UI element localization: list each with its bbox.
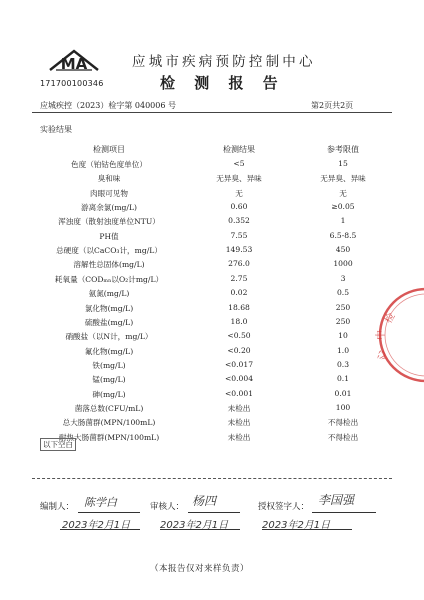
document-title: 检 测 报 告	[160, 74, 285, 92]
limit-cell: 0.1	[336, 374, 350, 384]
result-cell: 7.55	[230, 230, 248, 240]
result-cell: 未检出	[227, 418, 251, 428]
limit-cell: 无异臭、异味	[320, 174, 366, 184]
item-name-cell: 总大肠菌群(MPN/100mL)	[62, 418, 156, 428]
item-name-cell: 硫酸盐(mg/L)	[84, 317, 134, 327]
item-name-cell: 菌落总数(CFU/mL)	[74, 403, 144, 413]
table-row	[34, 346, 390, 360]
limit-cell: 0.01	[334, 388, 352, 398]
table-row	[34, 288, 390, 302]
limit-cell: 3	[340, 273, 346, 283]
page-info: 第2页共2页	[311, 101, 354, 110]
result-cell: 149.53	[225, 245, 253, 255]
limit-cell: 100	[335, 402, 351, 412]
result-cell: 0.02	[230, 288, 248, 298]
limit-cell: 不得检出	[327, 432, 359, 442]
limit-cell: 450	[335, 245, 351, 255]
result-cell: 18.68	[228, 302, 250, 312]
approver-signature-line	[312, 512, 376, 513]
result-cell: 276.0	[228, 259, 250, 269]
table-row	[34, 331, 390, 345]
limit-cell: ≥0.05	[331, 202, 355, 212]
result-cell: <0.20	[227, 345, 251, 355]
table-row	[34, 389, 390, 403]
item-name-cell: 氨氮(mg/L)	[88, 289, 130, 299]
table-row	[34, 173, 390, 187]
result-cell: 0.352	[228, 216, 250, 226]
item-name-cell: 耐热大肠菌群(MPN/100mL)	[58, 432, 160, 442]
table-row	[34, 360, 390, 374]
table-row	[34, 216, 390, 230]
table-row	[34, 231, 390, 245]
compiler-date-line	[60, 529, 140, 530]
item-name-cell: 臭和味	[97, 174, 121, 184]
compiler-signature-line	[78, 512, 140, 513]
limit-cell: 1000	[333, 259, 353, 269]
result-cell: <0.001	[224, 388, 254, 398]
report-reference: 应城疾控（2023）检字第 040006 号	[40, 101, 176, 110]
approver-label: 授权签字人：	[258, 502, 310, 512]
table-row	[34, 432, 390, 446]
official-seal-stamp	[356, 280, 424, 390]
approver-signature: 李国强	[318, 493, 355, 507]
item-name-cell: 肉眼可见物	[90, 188, 128, 198]
result-cell: 未检出	[227, 403, 251, 413]
result-cell: 18.0	[230, 316, 248, 326]
blank-below-note: 以下空白	[40, 438, 76, 451]
limit-cell: 0.5	[336, 288, 350, 298]
result-cell: 无异臭、异味	[216, 174, 262, 184]
reviewer-signature-line	[188, 512, 240, 513]
item-name-cell: 铁(mg/L)	[92, 360, 126, 370]
organization-name: 应城市疾病预防控制中心	[132, 54, 316, 70]
compiler-label: 编制人：	[40, 502, 75, 512]
reviewer-signature: 杨四	[192, 494, 217, 508]
limit-cell: 10	[338, 331, 348, 341]
disclaimer-note: （本报告仅对来样负责）	[150, 564, 250, 574]
result-cell: <0.50	[227, 331, 251, 341]
column-header-item: 检测项目	[93, 145, 125, 154]
limit-cell: 250	[335, 302, 351, 312]
table-row	[34, 259, 390, 273]
limit-cell: 250	[335, 316, 351, 326]
item-name-cell: 硝酸盐（以N计，mg/L）	[65, 332, 153, 342]
item-name-cell: PH值	[99, 231, 119, 241]
limit-cell: 1.0	[336, 345, 350, 355]
svg-text:中: 中	[376, 330, 387, 340]
svg-text:检: 检	[383, 311, 398, 326]
item-name-cell: 总硬度（以CaCO₃计，mg/L）	[56, 246, 162, 256]
table-row	[34, 303, 390, 317]
ma-cma-logo	[44, 48, 104, 74]
result-cell: <5	[233, 159, 245, 168]
reviewer-date: 2023年2月1日	[160, 520, 229, 531]
result-cell: 2.75	[230, 273, 248, 283]
column-header-result: 检测结果	[223, 145, 255, 154]
result-cell: 无	[235, 188, 243, 198]
result-cell: <0.017	[224, 359, 254, 369]
limit-cell: 不得检出	[327, 418, 359, 428]
header-divider	[32, 112, 392, 113]
signature-divider	[32, 478, 392, 479]
table-row	[34, 245, 390, 259]
certificate-number: 171700100346	[40, 79, 104, 88]
item-name-cell: 砷(mg/L)	[92, 389, 126, 399]
limit-cell: 1	[340, 216, 346, 226]
compiler-signature: 陈学白	[84, 496, 117, 509]
table-row	[34, 274, 390, 288]
item-name-cell: 浑浊度（散射浊度单位NTU）	[58, 217, 160, 227]
item-name-cell: 游离余氯(mg/L)	[81, 203, 137, 213]
item-name-cell: 溶解性总固体(mg/L)	[73, 260, 145, 270]
result-cell: 0.60	[230, 202, 248, 212]
item-name-cell: 耗氧量（CODₘₙ以O₂计mg/L）	[54, 274, 164, 284]
result-cell: <0.004	[224, 374, 254, 384]
limit-cell: 15	[338, 159, 348, 168]
item-name-cell: 氯化物(mg/L)	[84, 303, 134, 313]
section-title: 实验结果	[40, 125, 72, 134]
result-cell: 未检出	[227, 432, 251, 442]
item-name-cell: 色度（铂钴色度单位）	[71, 160, 147, 169]
table-row	[34, 202, 390, 216]
column-header-limit: 参考限值	[327, 145, 359, 154]
approver-date: 2023年2月1日	[262, 520, 331, 531]
limit-cell: 无	[339, 188, 347, 198]
item-name-cell: 氟化物(mg/L)	[84, 346, 134, 356]
approver-date-line	[262, 529, 352, 530]
logo-text: MA	[60, 55, 88, 73]
table-row	[34, 317, 390, 331]
table-row	[34, 374, 390, 388]
svg-text:心: 心	[375, 347, 390, 362]
reviewer-date-line	[160, 529, 240, 530]
item-name-cell: 锰(mg/L)	[92, 375, 126, 385]
reviewer-label: 审核人：	[150, 502, 185, 512]
limit-cell: 0.3	[336, 359, 350, 369]
table-row	[34, 188, 390, 202]
table-row	[34, 417, 390, 431]
compiler-date: 2023年2月1日	[62, 520, 131, 531]
limit-cell: 6.5-8.5	[329, 230, 357, 240]
table-row	[34, 403, 390, 417]
table-row	[34, 159, 390, 173]
